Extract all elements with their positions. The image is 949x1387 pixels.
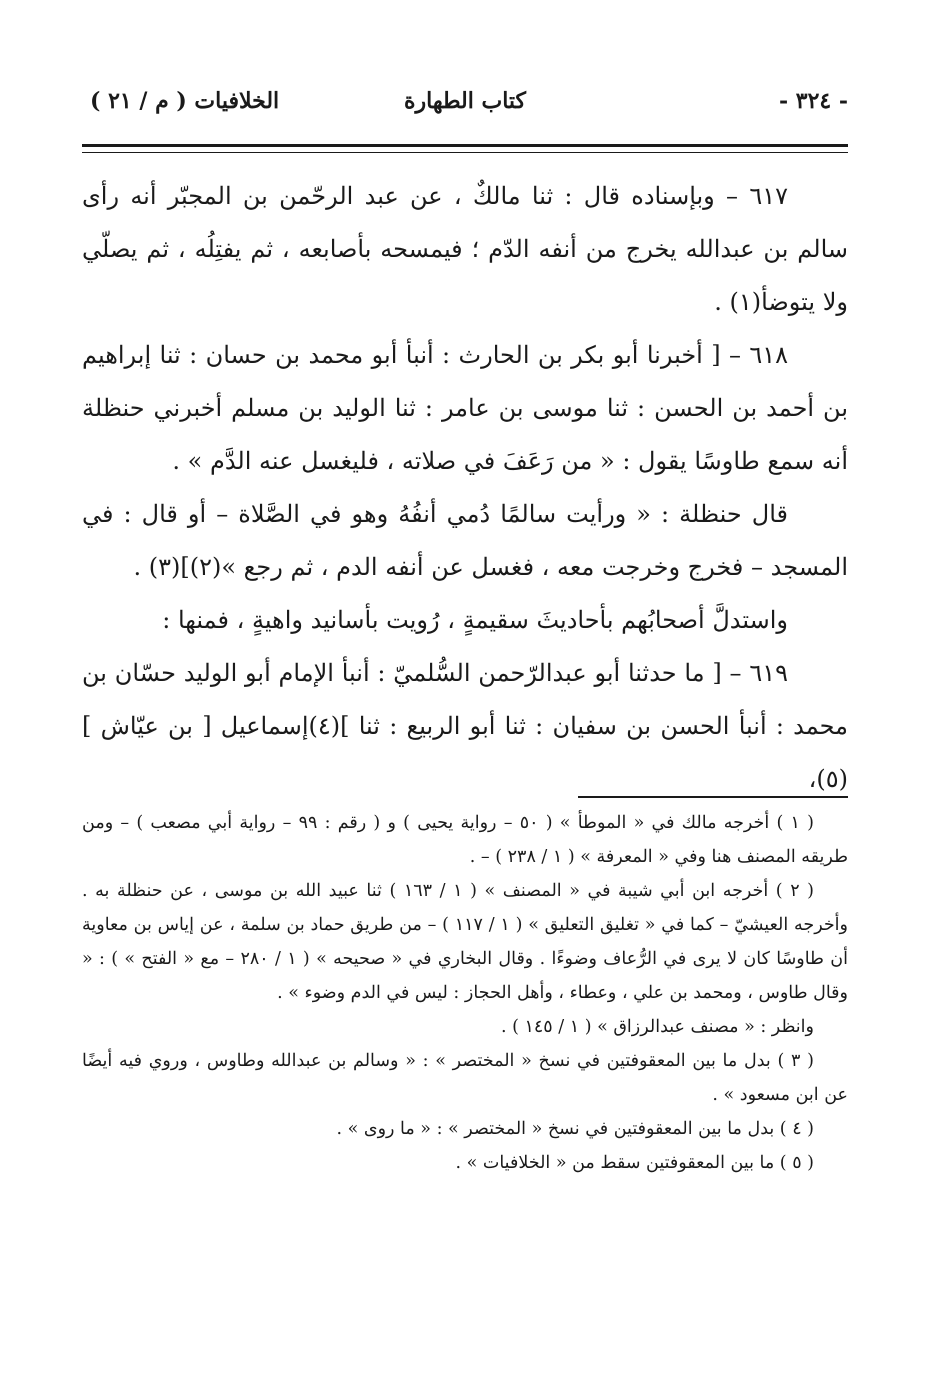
footnote-5: ( ٥ ) ما بين المعقوفتين سقط من « الخلافيات » . [455,1153,814,1173]
paragraph-619: ٦١٩ – [ ما حدثنا أبو عبدالرّحمن السُّلميّ : أنبأ الإمام أبو الوليد حسّان بن محمد : أنبأ الحسن بن سفيان : ثنا أبو الربيع : ثنا ](٤)إسماعيل [ بن عيّاش ](٥)، [82,659,848,793]
page-header [82,88,848,128]
paragraph-hanzala: قال حنظلة : « ورأيت سالمًا دُمي أنفُهُ وهو في الصَّلاة – أو قال : في المسجد – فخرج وخرجت معه ، فغسل عن أنفه الدم ، ثم رجع »(٢)](٣) . [82,500,848,581]
main-text [82,170,848,806]
footnotes [82,806,848,1180]
book-name: كتاب الطهارة [403,88,527,114]
paragraph-617: ٦١٧ – وبإسناده قال : ثنا مالكٌ ، عن عبد الرحّمن بن المجبّر أنه رأى سالم بن عبدالله يخرج من أنفه الدّم ؛ فيمسحه بأصابعه ، ثم يفتِلُه ، ثم يصلّي ولا يتوضأ(١) . [82,182,848,316]
footnote-4: ( ٤ ) بدل ما بين المعقوفتين في نسخ « المختصر » : « ما روى » . [336,1119,814,1139]
footnote-2: ( ٢ ) أخرجه ابن أبي شيبة في « المصنف » ( ١ / ١٦٣ ) ثنا عبيد الله بن موسى ، عن حنظلة به . وأخرجه العيشيّ – كما في « تغليق التعليق » ( ١ / ١١٧ ) – من طريق حماد بن سلمة ، عن إياس بن معاوية أن طاوسًا كان لا يرى في الرُّعاف وضوءًا . وقال البخاري في « صحيحه » ( ١ / ٢٨٠ – مع « الفتح » ) : « وقال طاوس ، ومحمد بن علي ، وعطاء ، وأهل الحجاز : ليس في الدم وضوء » . [82,881,848,1003]
running-title: الخلافيات ( م / ٢١ ) [90,88,280,114]
paragraph-istidlal: واستدلَّ أصحابُهم بأحاديثَ سقيمةٍ ، رُويت بأسانيد واهيةٍ ، فمنها : [162,606,788,634]
header-rule-thick [82,144,848,147]
header-rule-thin [82,152,848,153]
footnote-3: ( ٣ ) بدل ما بين المعقوفتين في نسخ « المختصر » : « وسالم بن عبدالله وطاوس ، وروي فيه أيضًا عن ابن مسعود » . [82,1051,848,1105]
page-number: - ٣٢٤ - [778,88,848,114]
footnote-2-see-also: وانظر : « مصنف عبدالرزاق » ( ١ / ١٤٥ ) . [500,1017,814,1037]
footnote-1: ( ١ ) أخرجه مالك في « الموطأ » ( ٥٠ – رواية يحيى ) و ( رقم : ٩٩ – رواية أبي مصعب ) – ومن طريقه المصنف هنا وفي « المعرفة » ( ١ / ٢٣٨ ) – . [82,813,848,867]
footnote-separator [578,796,848,798]
paragraph-618: ٦١٨ – [ أخبرنا أبو بكر بن الحارث : أنبأ أبو محمد بن حسان : ثنا إبراهيم بن أحمد بن الحسن : ثنا موسى بن عامر : ثنا الوليد بن مسلم أخبرني حنظلة أنه سمع طاوسًا يقول : « من رَعَفَ في صلاته ، فليغسل عنه الدَّم » . [82,341,848,475]
